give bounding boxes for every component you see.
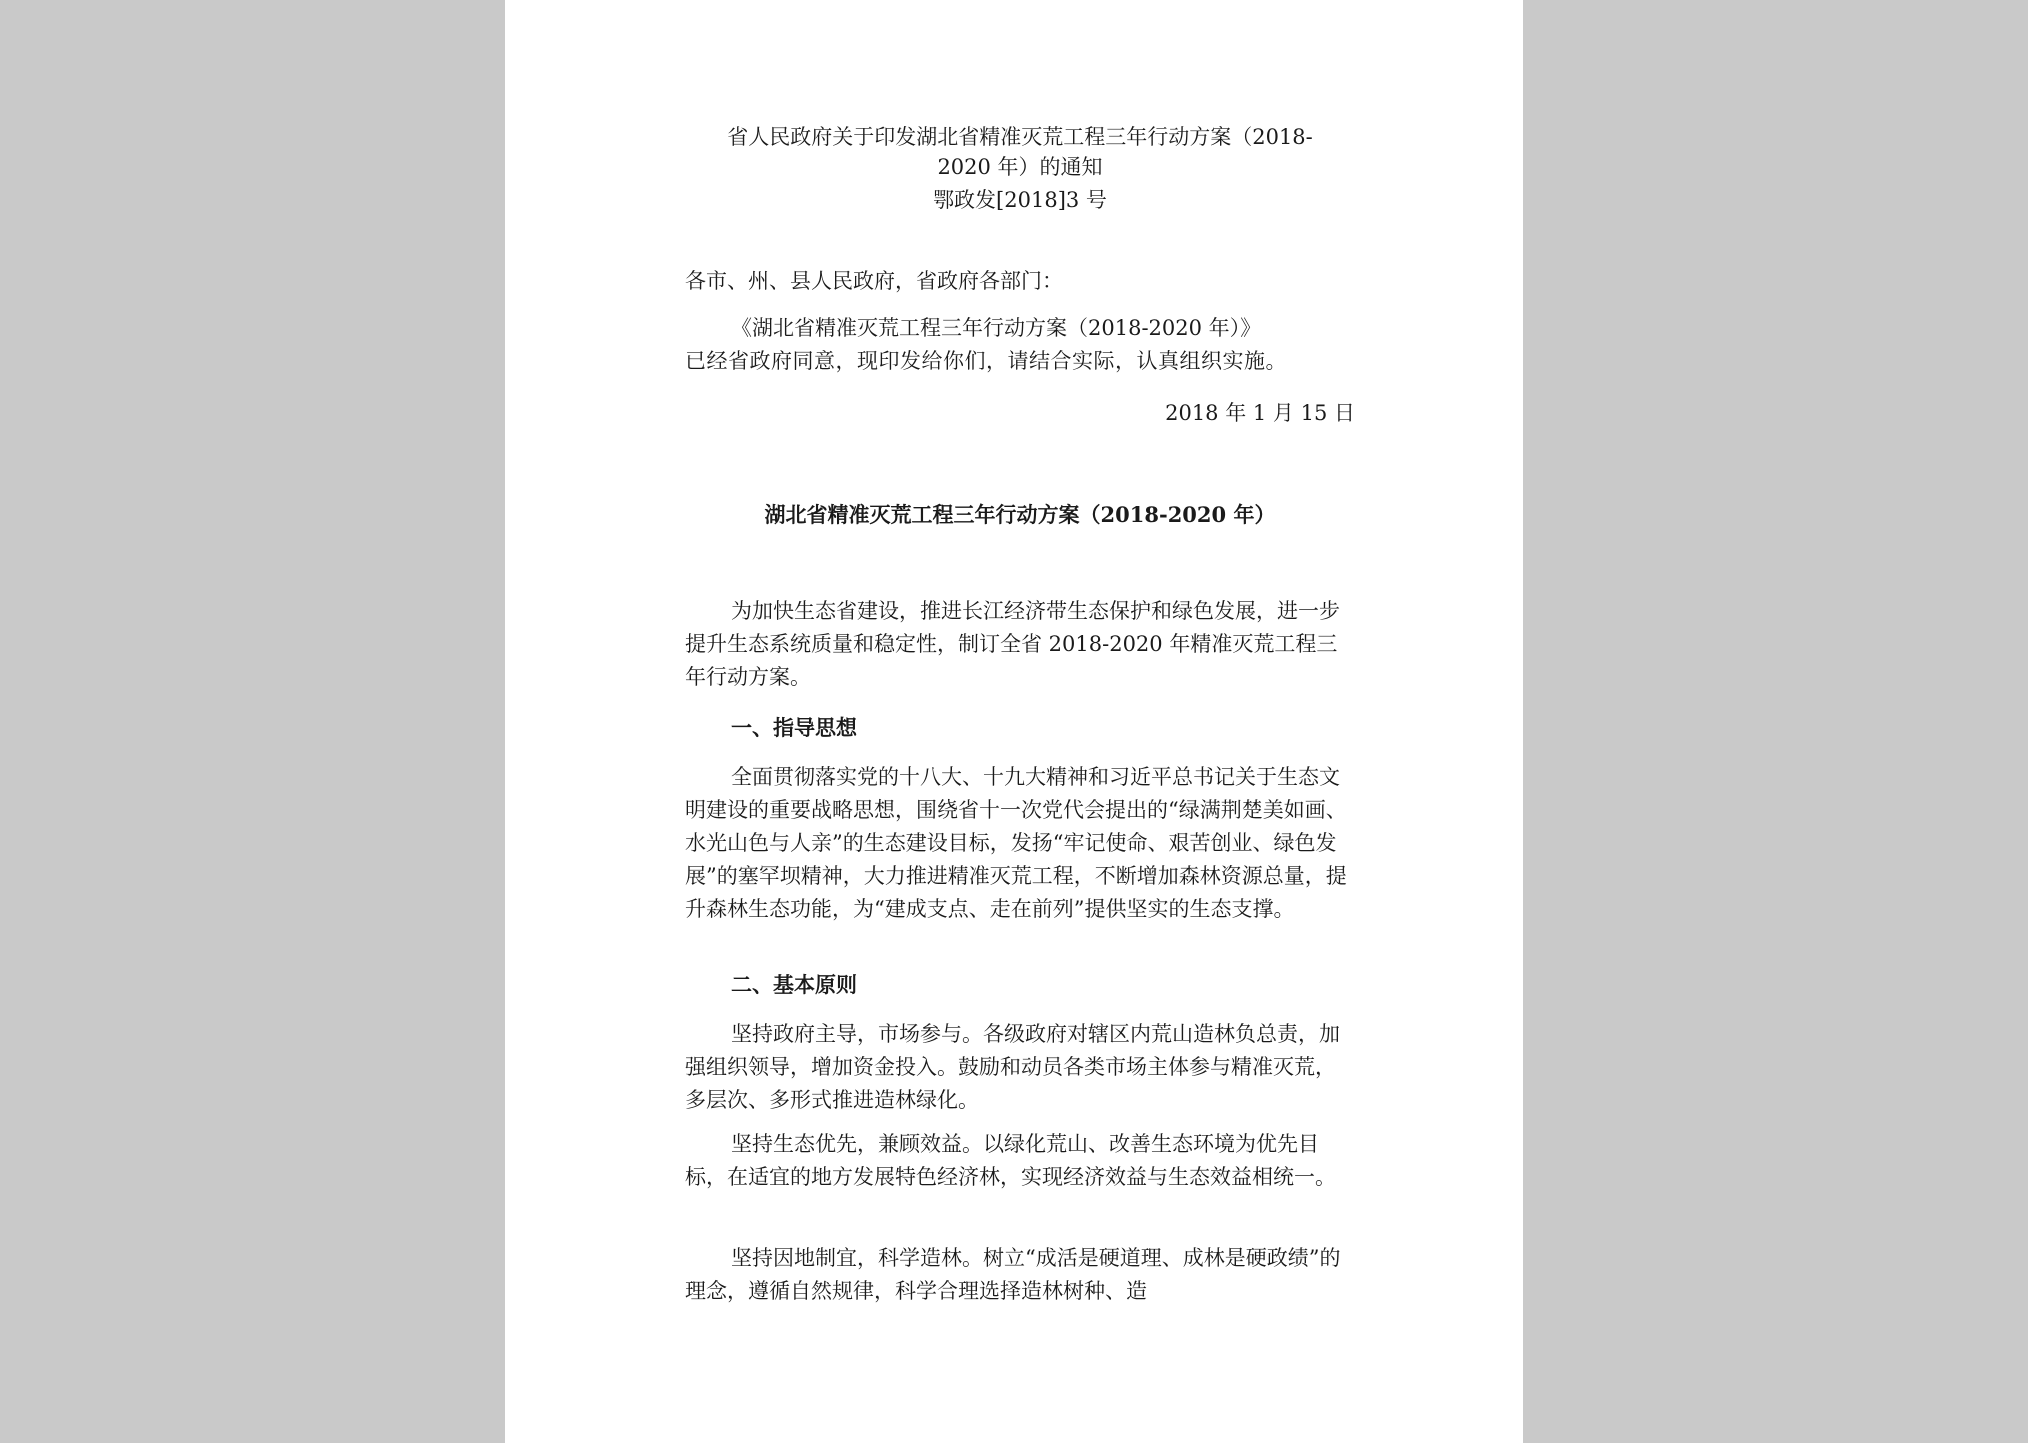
principle-3: 坚持因地制宜，科学造林。树立“成活是硬道理、成林是硬政绩”的理念，遵循自然规律，科学合理选择造林树种、造: [685, 1246, 1341, 1303]
section1-heading: 一、指导思想: [731, 715, 857, 740]
notice-title-line1: 省人民政府关于印发湖北省精准灭荒工程三年行动方案（2018-: [727, 125, 1313, 149]
notice-date: 2018 年 1 月 15 日: [1165, 401, 1355, 425]
addressee: 各市、州、县人民政府，省政府各部门：: [685, 269, 1063, 293]
document-page: [505, 0, 1523, 1443]
principle-2: 坚持生态优先，兼顾效益。以绿化荒山、改善生态环境为优先目标，在适宜的地方发展特色经济林，实现经济效益与生态效益相统一。: [685, 1132, 1336, 1189]
plan-intro: 为加快生态省建设，推进长江经济带生态保护和绿色发展，进一步提升生态系统质量和稳定性，制订全省 2018-2020 年精准灭荒工程三年行动方案。: [685, 599, 1340, 689]
section1-body: 全面贯彻落实党的十八大、十九大精神和习近平总书记关于生态文明建设的重要战略思想，围绕省十一次党代会提出的“绿满荆楚美如画、水光山色与人亲”的生态建设目标，发扬“牢记使命、艰苦创业、绿色发展”的塞罕坝精神，大力推进精准灭荒工程，不断增加森林资源总量，提升森林生态功能，为“建成支点、走在前列”提供坚实的生态支撑。: [685, 765, 1347, 921]
section2-heading: 二、基本原则: [731, 972, 857, 997]
doc-number: 鄂政发[2018]3 号: [933, 188, 1107, 212]
principle-1: 坚持政府主导，市场参与。各级政府对辖区内荒山造林负总责，加强组织领导，增加资金投入。鼓励和动员各类市场主体参与精准灭荒，多层次、多形式推进造林绿化。: [685, 1022, 1340, 1112]
plan-title: 湖北省精准灭荒工程三年行动方案（2018-2020 年）: [764, 502, 1276, 527]
notice-body-line2: 已经省政府同意，现印发给你们，请结合实际，认真组织实施。: [685, 349, 1287, 373]
notice-title-line2: 2020 年）的通知: [937, 155, 1103, 179]
notice-body-line1: 《湖北省精准灭荒工程三年行动方案（2018-2020 年）》: [731, 316, 1262, 340]
